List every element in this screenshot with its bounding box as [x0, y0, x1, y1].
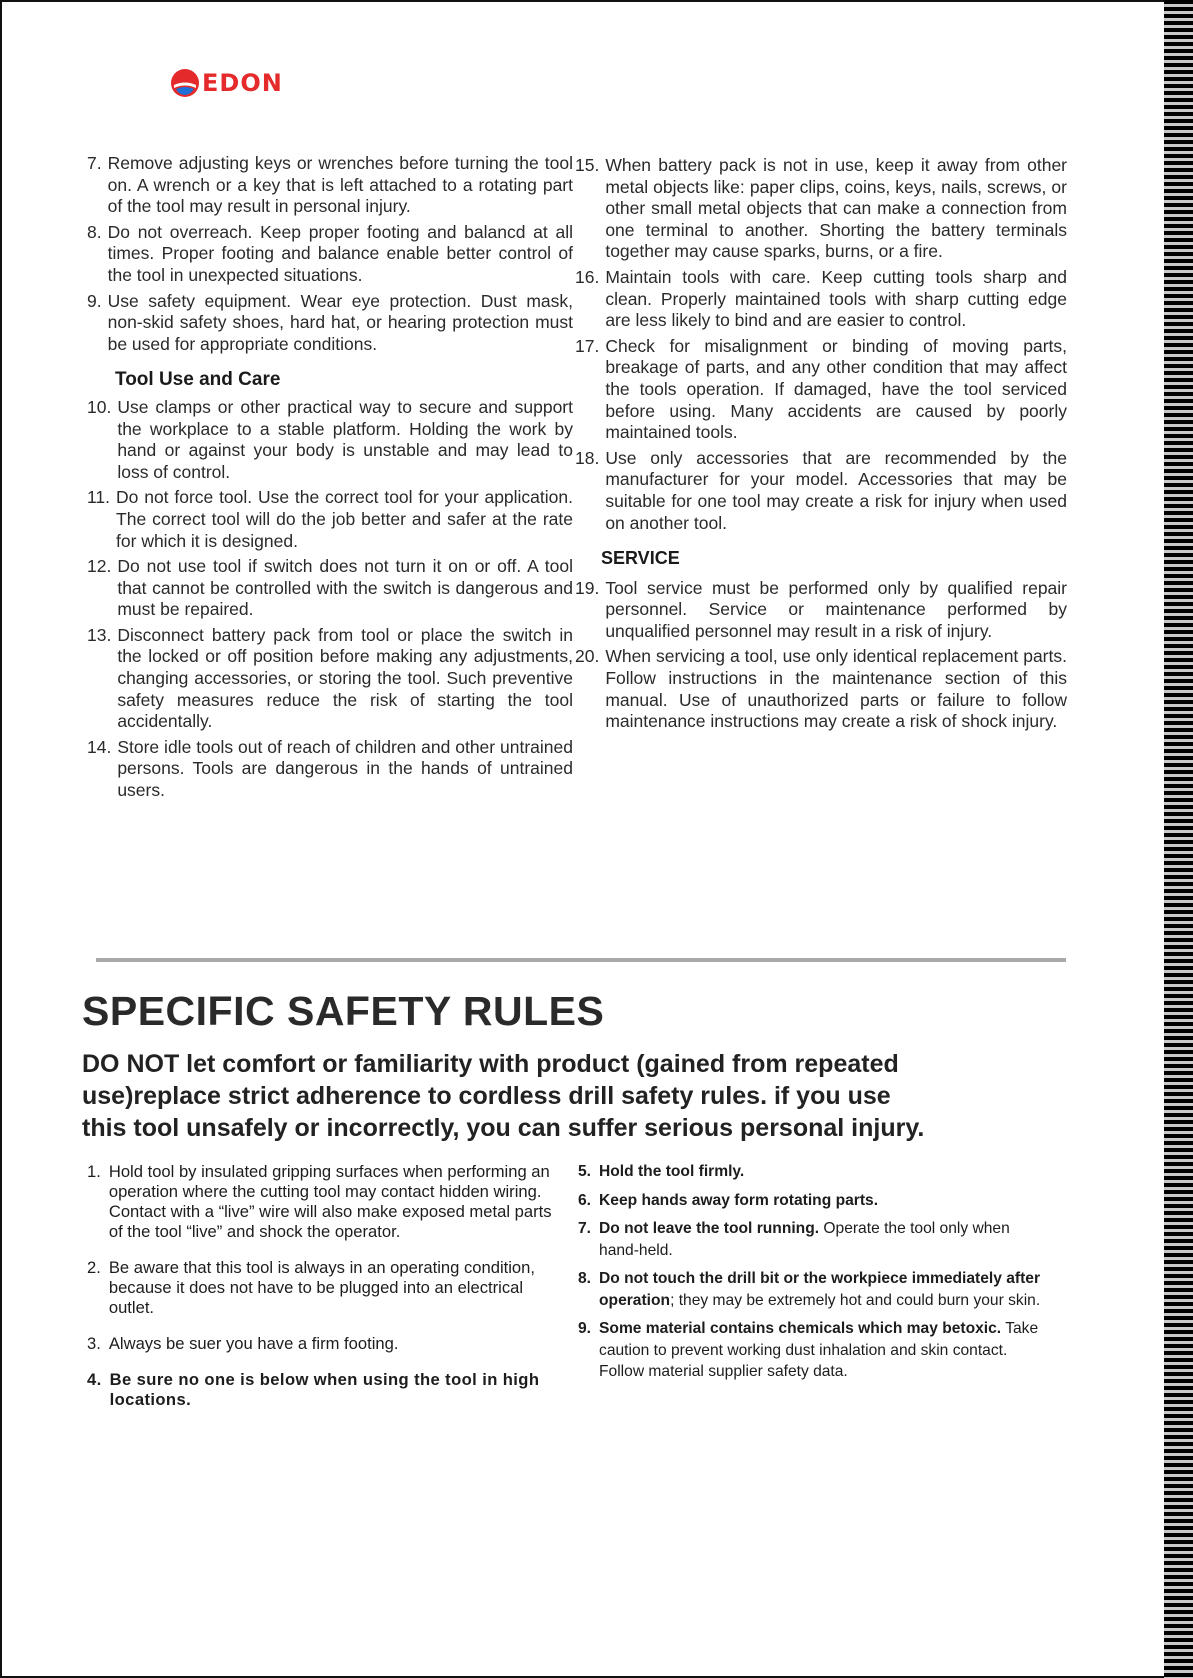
list-item: [87, 487, 573, 552]
edon-logo-icon: [170, 68, 200, 98]
item-text: Take caution to prevent working dust inhalation and skin contact. Follow material supplier safety data.: [599, 1320, 1039, 1380]
list-item: [87, 1258, 567, 1318]
list-item: [575, 578, 1067, 643]
item-number: 11.: [87, 487, 111, 508]
tool-use-heading: Tool Use and Care: [115, 369, 281, 391]
item-number: 9.: [87, 290, 102, 311]
brand-name: EDON: [202, 69, 283, 97]
item-number: 8.: [87, 221, 102, 242]
item-text: Disconnect battery pack from tool or place the switch in the locked or off position before making any adjustments, changing accessories, or storing the tool. Such preventive safety measures reduce the risk of starting the tool accidentally.: [117, 624, 573, 732]
item-bold-text: Hold the tool firmly.: [599, 1163, 745, 1180]
item-text: Use only accessories that are recommended by the manufacturer for your model. Accessories that may be suitable for one tool may create a risk for injury when used on another tool.: [605, 447, 1067, 533]
list-item: [87, 1370, 567, 1410]
item-number: 9.: [578, 1320, 592, 1337]
list-item: [87, 397, 573, 483]
item-number: 4.: [87, 1370, 102, 1389]
item-number: 14.: [87, 736, 112, 757]
item-bold-text: Do not leave the tool running.: [599, 1220, 820, 1237]
item-text: Be aware that this tool is always in an operating condition, because it does not have to be plugged into an electrical outlet.: [108, 1258, 535, 1317]
intro-line: DO NOT let comfort or familiarity with product (gained from repeated: [82, 1050, 899, 1078]
item-text: Be sure no one is below when using the tool in high locations.: [109, 1370, 540, 1409]
item-text: Store idle tools out of reach of children and other untrained persons. Tools are dangerous in the hands of untrained users.: [117, 736, 573, 801]
item-text: Tool service must be performed only by qualified repair personnel. Service or maintenance performed by unqualified personnel may result in a risk of injury.: [605, 577, 1067, 641]
list-item: [578, 1161, 1048, 1183]
list-item: [575, 336, 1067, 444]
intro-line: use)replace strict adherence to cordless drill safety rules. if you use: [82, 1082, 891, 1110]
item-number: 19.: [575, 577, 600, 598]
specific-rules-left-column: [87, 1162, 567, 1426]
list-item: [87, 1162, 567, 1242]
list-item: [87, 153, 573, 218]
item-number: 12.: [87, 556, 112, 577]
intro-line: this tool unsafely or incorrectly, you can suffer serious personal injury.: [82, 1114, 925, 1142]
item-number: 7.: [87, 153, 102, 173]
item-text: Maintain tools with care. Keep cutting tools sharp and clean. Properly maintained tools with sharp cutting edge are less likely to bind and are easier to control.: [605, 266, 1067, 331]
section-divider: [96, 958, 1066, 962]
list-item: [87, 737, 573, 802]
item-number: 13.: [87, 624, 112, 645]
item-number: 20.: [575, 646, 600, 667]
list-item: [575, 267, 1067, 332]
item-text: Do not force tool. Use the correct tool for your application. The correct tool will do the job better and safer at the rate for which it is designed.: [116, 487, 573, 551]
item-number: 2.: [87, 1258, 101, 1277]
item-number: 5.: [578, 1163, 592, 1180]
item-bold-text: Do not touch the drill bit or the workpiece immediately after operation: [599, 1270, 1041, 1309]
list-item: [578, 1190, 1048, 1212]
list-item: [87, 1334, 567, 1354]
list-item: [575, 646, 1067, 732]
item-text: Hold tool by insulated gripping surfaces when performing an operation where the cutting tool may contact hidden wiring. Contact with a “live” wire will also make exposed metal parts of the tool “live” and shock the operator.: [108, 1162, 552, 1241]
item-number: 16.: [575, 266, 600, 287]
item-number: 8.: [578, 1270, 592, 1287]
list-item: [578, 1218, 1048, 1261]
specific-safety-title: SPECIFIC SAFETY RULES: [82, 988, 605, 1034]
list-item: [87, 556, 573, 621]
item-bold-text: Some material contains chemicals which may betoxic.: [599, 1320, 1002, 1337]
list-item: [575, 448, 1067, 534]
item-text: Use safety equipment. Wear eye protection. Dust mask, non-skid safety shoes, hard hat, or hearing protection must be used for appropriate conditions.: [107, 290, 573, 354]
item-text: Use clamps or other practical way to secure and support the workplace to a stable platform. Holding the work by hand or against your body is unstable and may lead to loss of control.: [117, 396, 573, 482]
item-number: 6.: [578, 1191, 592, 1209]
specific-safety-intro: [82, 1048, 1082, 1144]
item-number: 17.: [575, 335, 600, 356]
item-text: Do not overreach. Keep proper footing and balancd at all times. Proper footing and balance enable better control of the tool in unexpected situations.: [107, 221, 573, 285]
general-rules-right-column: [575, 155, 1067, 737]
item-text: When battery pack is not in use, keep it away from other metal objects like: paper clips, coins, keys, nails, screws, or other small metal objects that can make a connection from one terminal to another. Shorting the battery terminals together may cause sparks, burns, or a fire.: [605, 155, 1067, 262]
item-number: 18.: [575, 447, 600, 468]
item-number: 1.: [87, 1162, 101, 1181]
item-number: 3.: [87, 1334, 101, 1353]
item-text: Always be suer you have a firm footing.: [108, 1334, 399, 1353]
list-item: [87, 291, 573, 356]
list-item: [578, 1268, 1048, 1311]
list-item: [87, 625, 573, 733]
item-number: 10.: [87, 396, 112, 417]
item-number: 15.: [575, 155, 600, 175]
list-item: [575, 155, 1067, 263]
item-text: Check for misalignment or binding of moving parts, breakage of parts, and any other condition that may affect the tools operation. If damaged, have the tool serviced before using. Many accidents are caused by poorly maintained tools.: [605, 335, 1067, 443]
list-item: [578, 1318, 1048, 1383]
service-heading: SERVICE: [601, 548, 680, 569]
item-text: When servicing a tool, use only identical replacement parts. Follow instructions in the maintenance section of this manual. Use of unauthorized parts or failure to follow maintenance instructions may create a risk of shock injury.: [605, 646, 1067, 732]
general-rules-left-column: [87, 153, 573, 806]
item-bold-text: Keep hands away form rotating parts.: [599, 1191, 879, 1209]
item-number: 7.: [578, 1220, 592, 1237]
item-text: Do not use tool if switch does not turn it on or off. A tool that cannot be controlled with the switch is dangerous and must be repaired.: [117, 556, 573, 620]
list-item: [87, 222, 573, 287]
item-text: ; they may be extremely hot and could burn your skin.: [670, 1291, 1041, 1309]
brand-logo: [170, 68, 283, 98]
edge-strip: [1164, 0, 1193, 1678]
item-text: Remove adjusting keys or wrenches before turning the tool on. A wrench or a key that is left attached to a rotating part of the tool may result in personal injury.: [107, 153, 573, 217]
specific-rules-right-column: [578, 1161, 1048, 1390]
item-text: Operate the tool only when hand-held.: [599, 1220, 1010, 1259]
